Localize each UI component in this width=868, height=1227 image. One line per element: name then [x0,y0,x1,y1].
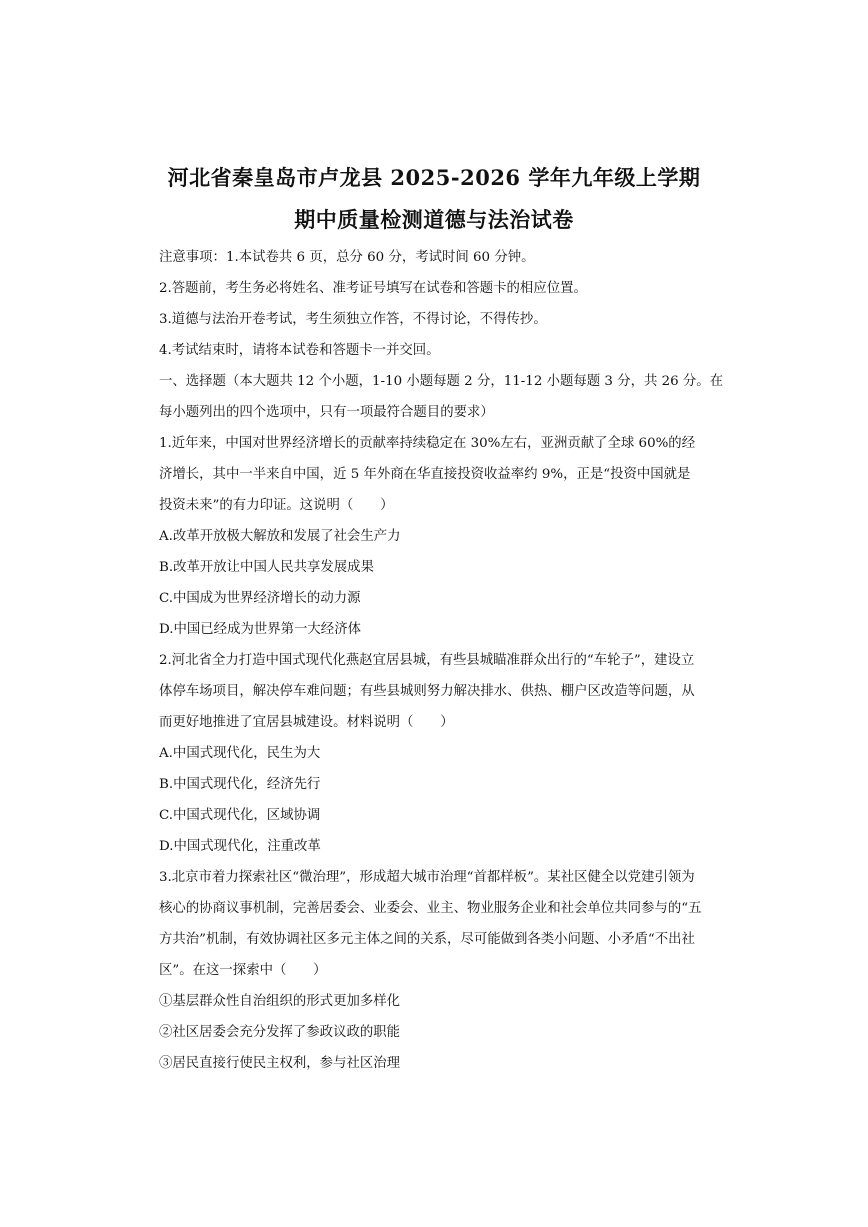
question-1-stem: 1.近年来，中国对世界经济增长的贡献率持续稳定在 30%左右，亚洲贡献了全球 60%的经 [159,436,696,451]
exam-body [159,242,724,1079]
question-3-stem: 区”。在这一探索中（ ） [159,963,327,978]
question-3-statement-2: ②社区居委会充分发挥了参政议政的职能 [159,1025,401,1040]
question-3-statement-3: ③居民直接行使民主权利，参与社区治理 [159,1056,401,1071]
question-2-stem: 2.河北省全力打造中国式现代化燕赵宜居县城，有些县城瞄准群众出行的“车轮子”，建设立 [159,653,695,668]
question-1-option-a: A.改革开放极大解放和发展了社会生产力 [159,529,401,544]
instruction-3: 3.道德与法治开卷考试，考生须独立作答，不得讨论，不得传抄。 [159,312,547,327]
question-2-stem: 体停车场项目，解决停车难问题；有些县城则努力解决排水、供热、棚户区改造等问题，从 [159,684,695,699]
instruction-2: 2.答题前，考生务必将姓名、准考证号填写在试卷和答题卡的相应位置。 [159,281,587,296]
exam-title-line2: 期中质量检测道德与法治试卷 [294,207,574,232]
question-2-option-d: D.中国式现代化，注重改革 [159,839,321,854]
section-heading: 一、选择题（本大题共 12 个小题，1-10 小题每题 2 分，11-12 小题每题 3 分，共 26 分。在 [159,374,724,389]
question-2-option-a: A.中国式现代化，民生为大 [159,746,321,761]
question-3-stem: 3.北京市着力探索社区“微治理”，形成超大城市治理“首都样板”。某社区健全以党建引领为 [159,870,695,885]
instruction-4: 4.考试结束时，请将本试卷和答题卡一并交回。 [159,343,440,358]
question-2-option-b: B.中国式现代化，经济先行 [159,777,321,792]
question-1-option-d: D.中国已经成为世界第一大经济体 [159,622,361,637]
exam-title-line1: 河北省秦皇岛市卢龙县 2025-2026 学年九年级上学期 [167,165,701,190]
question-3-statement-1: ①基层群众性自治组织的形式更加多样化 [159,994,401,1009]
instructions-total: 注意事项：1.本试卷共 6 页，总分 60 分，考试时间 60 分钟。 [159,250,535,265]
question-1-option-c: C.中国成为世界经济增长的动力源 [159,591,361,606]
question-2-option-c: C.中国式现代化，区域协调 [159,808,321,823]
question-3-stem: 方共治”机制，有效协调社区多元主体之间的关系，尽可能做到各类小问题、小矛盾“不出社 [159,932,695,947]
section-heading-cont: 每小题列出的四个选项中，只有一项最符合题目的要求） [159,405,494,420]
question-1-option-b: B.改革开放让中国人民共享发展成果 [159,560,374,575]
question-1-stem: 投资未来”的有力印证。这说明（ ） [159,498,394,513]
question-1-stem: 济增长，其中一半来自中国，近 5 年外商在华直接投资收益率约 9%，正是“投资中国就是 [159,467,691,482]
question-3-stem: 核心的协商议事机制，完善居委会、业委会、业主、物业服务企业和社会单位共同参与的“五 [159,901,702,916]
question-2-stem: 而更好地推进了宜居县城建设。材料说明（ ） [159,715,454,730]
